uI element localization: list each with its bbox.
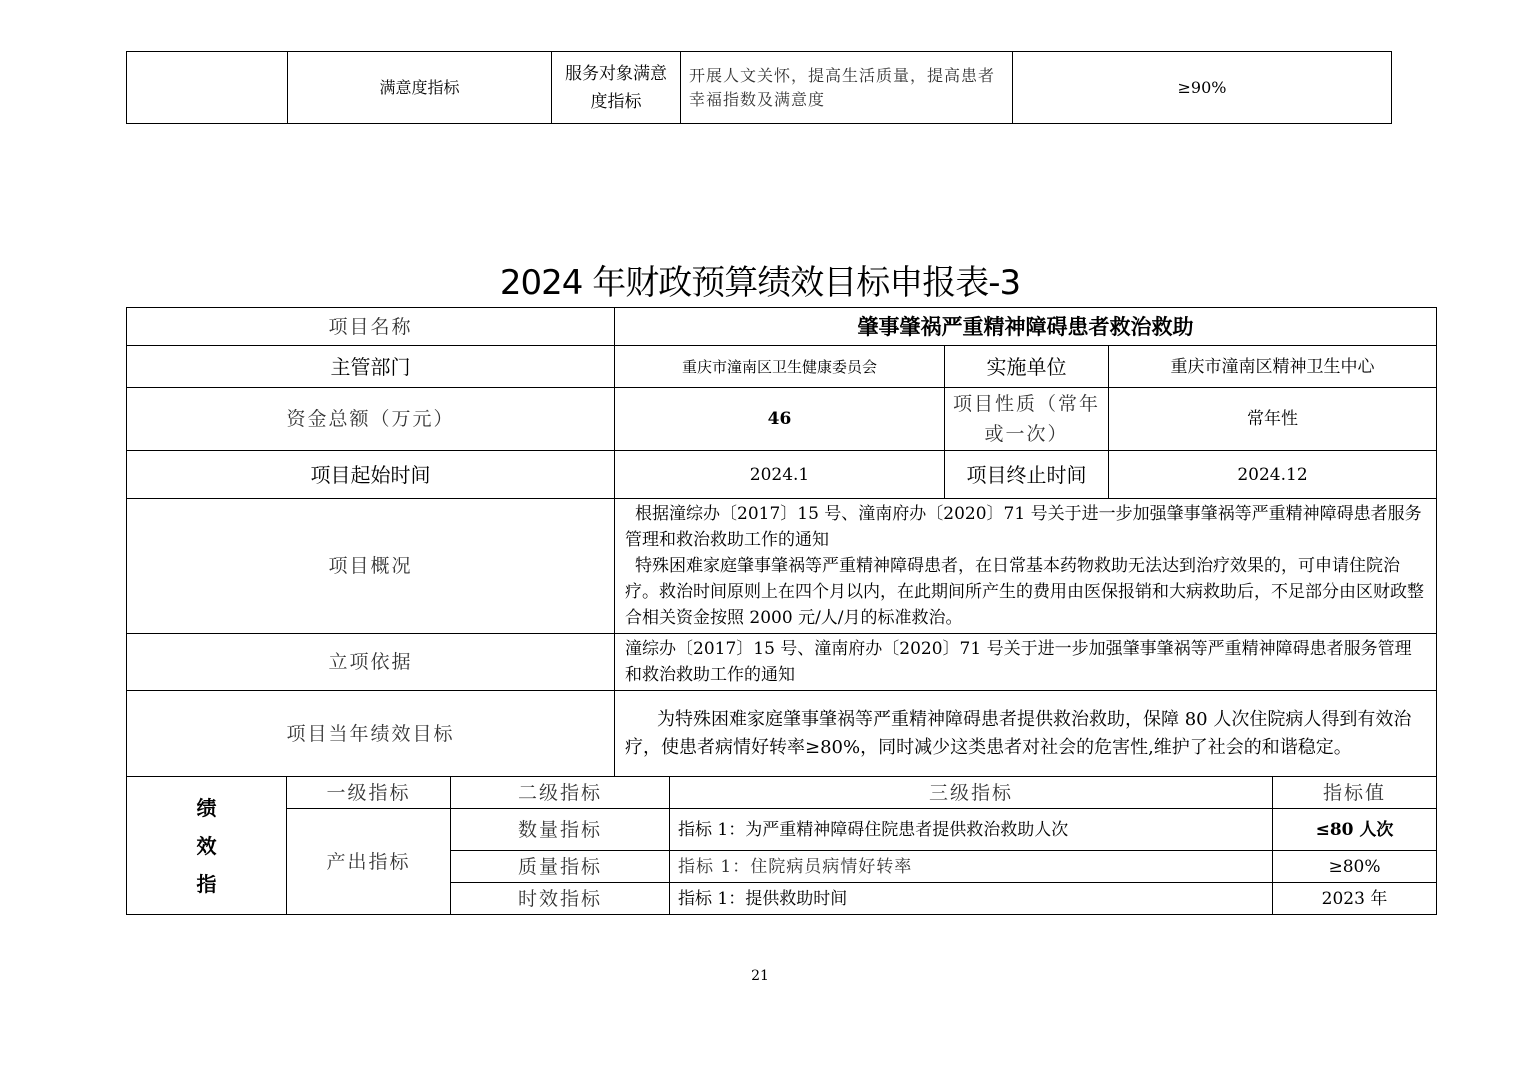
end-value: 2024.12 [1109, 451, 1437, 499]
table-row [127, 777, 1437, 809]
overview-paragraph: 特殊困难家庭肇事肇祸等严重精神障碍患者，在日常基本药物救助无法达到治疗效果的，可申请住院治疗。救治时间原则上在四个月以内，在此期间所产生的费用由医保报销和大病救助后，不足部分由区财政整合相关资金按照 2000 元/人/月的标准救治。 [625, 556, 1424, 628]
page-title: 2024 年财政预算绩效目标申报表-3 [499, 263, 1021, 303]
basis-label: 立项依据 [127, 634, 615, 691]
end-label: 项目终止时间 [945, 451, 1109, 499]
indicator-desc-cell: 开展人文关怀，提高生活质量，提高患者幸福指数及满意度 [681, 52, 1013, 124]
header-value: 指标值 [1273, 777, 1437, 809]
perf-vertical-text: 绩效指 [196, 796, 217, 896]
level2-cell: 满意度指标 [288, 52, 552, 124]
header-level2: 二级指标 [451, 777, 670, 809]
perf-indicator-label [127, 777, 287, 915]
level2-cell: 时效指标 [451, 883, 670, 915]
unit-label: 实施单位 [945, 346, 1109, 388]
value-cell: ≤80 人次 [1273, 809, 1437, 851]
table-row [127, 809, 1437, 851]
empty-cell [127, 52, 288, 124]
overview-paragraph: 根据潼综办〔2017〕15 号、潼南府办〔2020〕71 号关于进一步加强肇事肇祸等严重精神障碍患者服务管理和救治救助工作的通知 [625, 504, 1422, 550]
goal-text: 为特殊困难家庭肇事肇祸等严重精神障碍患者提供救治救助，保障 80 人次住院病人得到有效治疗，使患者病情好转率≥80%，同时减少这类患者对社会的危害性,维护了社会的和谐稳定。 [615, 691, 1437, 777]
performance-form-table [126, 307, 1437, 915]
overview-label: 项目概况 [127, 499, 615, 634]
level2-cell: 质量指标 [451, 851, 670, 883]
table-row [127, 634, 1437, 691]
table-row [127, 499, 1437, 634]
table-row [127, 52, 1392, 124]
project-name: 肇事肇祸严重精神障碍患者救治救助 [615, 308, 1437, 346]
value-cell: 2023 年 [1273, 883, 1437, 915]
value-cell: ≥80% [1273, 851, 1437, 883]
basis-text: 潼综办〔2017〕15 号、潼南府办〔2020〕71 号关于进一步加强肇事肇祸等严重精神障碍患者服务管理和救治救助工作的通知 [615, 634, 1437, 691]
table-row [127, 346, 1437, 388]
project-name-label: 项目名称 [127, 308, 615, 346]
continuation-table [126, 51, 1392, 124]
table-row [127, 451, 1437, 499]
page-number: 21 [751, 968, 769, 984]
fund-label: 资金总额（万元） [127, 388, 615, 451]
overview-text [615, 499, 1437, 634]
nature-label: 项目性质（常年或一次） [945, 388, 1109, 451]
table-row [127, 691, 1437, 777]
goal-label: 项目当年绩效目标 [127, 691, 615, 777]
level2-cell: 数量指标 [451, 809, 670, 851]
level3-cell: 指标 1：提供救助时间 [670, 883, 1273, 915]
table-row [127, 308, 1437, 346]
table-row [127, 388, 1437, 451]
dept-value: 重庆市潼南区卫生健康委员会 [615, 346, 945, 388]
level3-cell: 指标 1：住院病员病情好转率 [670, 851, 1273, 883]
level3-cell: 指标 1：为严重精神障碍住院患者提供救治救助人次 [670, 809, 1273, 851]
header-level1: 一级指标 [287, 777, 451, 809]
fund-value: 46 [615, 388, 945, 451]
nature-value: 常年性 [1109, 388, 1437, 451]
indicator-value-cell: ≥90% [1013, 52, 1392, 124]
dept-label: 主管部门 [127, 346, 615, 388]
level3-cell: 服务对象满意度指标 [552, 52, 681, 124]
start-value: 2024.1 [615, 451, 945, 499]
start-label: 项目起始时间 [127, 451, 615, 499]
unit-value: 重庆市潼南区精神卫生中心 [1109, 346, 1437, 388]
output-indicator-label: 产出指标 [287, 809, 451, 915]
header-level3: 三级指标 [670, 777, 1273, 809]
